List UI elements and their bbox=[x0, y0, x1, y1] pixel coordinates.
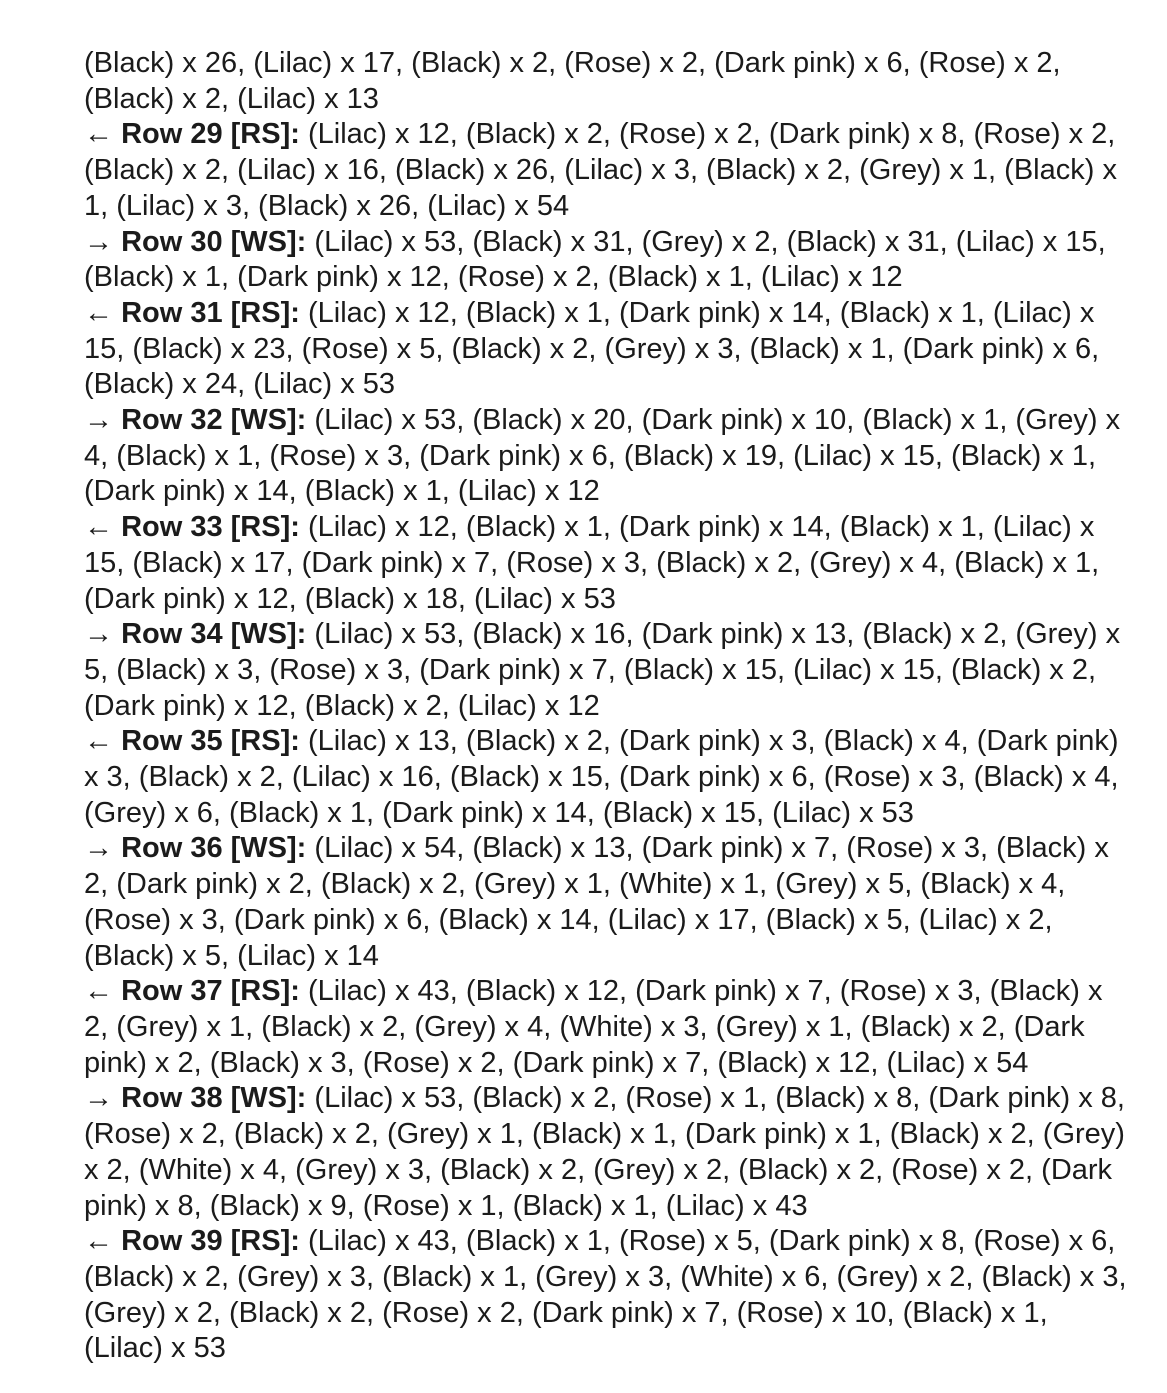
pattern-line bbox=[84, 760, 1144, 796]
pattern-line bbox=[84, 582, 1144, 618]
row-color-sequence: x 3, (Black) x 2, (Lilac) x 16, (Black) x 15, (Dark pink) x 6, (Rose) x 3, (Black) x 4, bbox=[84, 761, 1119, 794]
row-label: Row 29 [RS]: bbox=[121, 118, 300, 151]
right-arrow-icon: → bbox=[84, 404, 113, 437]
pattern-line bbox=[84, 939, 1144, 975]
pattern-line bbox=[84, 796, 1144, 832]
pattern-line bbox=[84, 1081, 1144, 1117]
pattern-line bbox=[84, 225, 1144, 261]
pattern-line bbox=[84, 1153, 1144, 1189]
pattern-line bbox=[84, 1296, 1144, 1332]
row-color-sequence: (Rose) x 2, (Black) x 2, (Grey) x 1, (Black) x 1, (Dark pink) x 1, (Black) x 2, (Grey) bbox=[84, 1118, 1125, 1151]
pattern-line bbox=[84, 403, 1144, 439]
pattern-line bbox=[84, 617, 1144, 653]
row-color-sequence: (Black) x 1, (Dark pink) x 12, (Rose) x 2, (Black) x 1, (Lilac) x 12 bbox=[84, 261, 903, 294]
row-label: Row 36 [WS]: bbox=[121, 832, 307, 865]
pattern-line bbox=[84, 1010, 1144, 1046]
row-color-sequence: (Black) x 5, (Lilac) x 14 bbox=[84, 939, 379, 972]
row-label: Row 34 [WS]: bbox=[121, 618, 307, 651]
row-color-sequence: 2, (Dark pink) x 2, (Black) x 2, (Grey) x 1, (White) x 1, (Grey) x 5, (Black) x 4, bbox=[84, 868, 1066, 901]
row-color-sequence: (Black) x 24, (Lilac) x 53 bbox=[84, 368, 396, 401]
pattern-line bbox=[84, 296, 1144, 332]
row-color-sequence: (Black) x 2, (Lilac) x 13 bbox=[84, 82, 379, 115]
pattern-line bbox=[84, 724, 1144, 760]
row-label: Row 32 [WS]: bbox=[121, 404, 307, 437]
pattern-line bbox=[84, 689, 1144, 725]
pattern-line bbox=[84, 867, 1144, 903]
row-color-sequence: (Grey) x 2, (Black) x 2, (Rose) x 2, (Dark pink) x 7, (Rose) x 10, (Black) x 1, bbox=[84, 1296, 1048, 1329]
row-color-sequence: (Lilac) x 12, (Black) x 2, (Rose) x 2, (Dark pink) x 8, (Rose) x 2, bbox=[307, 118, 1116, 151]
row-color-sequence: 15, (Black) x 23, (Rose) x 5, (Black) x 2, (Grey) x 3, (Black) x 1, (Dark pink) x 6, bbox=[84, 332, 1100, 365]
row-color-sequence: (Lilac) x 54, (Black) x 13, (Dark pink) x 7, (Rose) x 3, (Black) x bbox=[314, 832, 1109, 865]
pattern-line bbox=[84, 189, 1144, 225]
row-color-sequence: (Lilac) x 53, (Black) x 2, (Rose) x 1, (Black) x 8, (Dark pink) x 8, bbox=[314, 1082, 1125, 1115]
row-label: Row 30 [WS]: bbox=[121, 225, 307, 258]
pattern-line bbox=[84, 153, 1144, 189]
row-color-sequence: (Rose) x 3, (Dark pink) x 6, (Black) x 14, (Lilac) x 17, (Black) x 5, (Lilac) x 2, bbox=[84, 903, 1053, 936]
pattern-line bbox=[84, 1224, 1144, 1260]
pattern-line bbox=[84, 1189, 1144, 1225]
row-label: Row 33 [RS]: bbox=[121, 511, 300, 544]
row-color-sequence: 4, (Black) x 1, (Rose) x 3, (Dark pink) x 6, (Black) x 19, (Lilac) x 15, (Black) x 1, bbox=[84, 439, 1097, 472]
right-arrow-icon: → bbox=[84, 618, 113, 651]
row-color-sequence: 2, (Grey) x 1, (Black) x 2, (Grey) x 4, (White) x 3, (Grey) x 1, (Black) x 2, (Dark bbox=[84, 1010, 1085, 1043]
pattern-line bbox=[84, 82, 1144, 118]
pattern-line bbox=[84, 117, 1144, 153]
pattern-line bbox=[84, 903, 1144, 939]
row-label: Row 37 [RS]: bbox=[121, 975, 300, 1008]
pattern-line bbox=[84, 474, 1144, 510]
row-label: Row 35 [RS]: bbox=[121, 725, 300, 758]
right-arrow-icon: → bbox=[84, 225, 113, 258]
pattern-line bbox=[84, 1117, 1144, 1153]
pattern-line bbox=[84, 831, 1144, 867]
row-color-sequence: (Lilac) x 12, (Black) x 1, (Dark pink) x 14, (Black) x 1, (Lilac) x bbox=[307, 511, 1095, 544]
row-color-sequence: pink) x 2, (Black) x 3, (Rose) x 2, (Dark pink) x 7, (Black) x 12, (Lilac) x 54 bbox=[84, 1046, 1029, 1079]
pattern-line bbox=[84, 260, 1144, 296]
pattern-line bbox=[84, 367, 1144, 403]
pattern-line bbox=[84, 1331, 1144, 1367]
right-arrow-icon: → bbox=[84, 832, 113, 865]
row-color-sequence: (Lilac) x 53 bbox=[84, 1332, 226, 1365]
left-arrow-icon: ← bbox=[84, 118, 113, 151]
row-color-sequence: pink) x 8, (Black) x 9, (Rose) x 1, (Black) x 1, (Lilac) x 43 bbox=[84, 1189, 808, 1222]
pattern-line bbox=[84, 653, 1144, 689]
pattern-line bbox=[84, 332, 1144, 368]
row-color-sequence: (Dark pink) x 12, (Black) x 2, (Lilac) x 12 bbox=[84, 689, 600, 722]
row-color-sequence: 5, (Black) x 3, (Rose) x 3, (Dark pink) x 7, (Black) x 15, (Lilac) x 15, (Black) x 2, bbox=[84, 653, 1097, 686]
row-color-sequence: (Lilac) x 43, (Black) x 1, (Rose) x 5, (Dark pink) x 8, (Rose) x 6, bbox=[307, 1225, 1116, 1258]
row-color-sequence: (Grey) x 6, (Black) x 1, (Dark pink) x 14, (Black) x 15, (Lilac) x 53 bbox=[84, 796, 914, 829]
left-arrow-icon: ← bbox=[84, 975, 113, 1008]
left-arrow-icon: ← bbox=[84, 725, 113, 758]
pattern-line bbox=[84, 439, 1144, 475]
row-color-sequence: (Black) x 26, (Lilac) x 17, (Black) x 2, (Rose) x 2, (Dark pink) x 6, (Rose) x 2, bbox=[84, 47, 1061, 79]
right-arrow-icon: → bbox=[84, 1082, 113, 1115]
row-color-sequence: (Lilac) x 53, (Black) x 20, (Dark pink) x 10, (Black) x 1, (Grey) x bbox=[314, 404, 1121, 437]
pattern-line bbox=[84, 546, 1144, 582]
row-label: Row 31 [RS]: bbox=[121, 296, 300, 329]
row-color-sequence: x 2, (White) x 4, (Grey) x 3, (Black) x 2, (Grey) x 2, (Black) x 2, (Rose) x 2, (Dark bbox=[84, 1153, 1113, 1186]
row-color-sequence: (Dark pink) x 12, (Black) x 18, (Lilac) x 53 bbox=[84, 582, 616, 615]
row-label: Row 38 [WS]: bbox=[121, 1082, 307, 1115]
row-label: Row 39 [RS]: bbox=[121, 1225, 300, 1258]
row-color-sequence: (Dark pink) x 14, (Black) x 1, (Lilac) x 12 bbox=[84, 475, 600, 508]
row-color-sequence: (Black) x 2, (Grey) x 3, (Black) x 1, (Grey) x 3, (White) x 6, (Grey) x 2, (Black) x 3, bbox=[84, 1260, 1127, 1293]
row-color-sequence: (Lilac) x 13, (Black) x 2, (Dark pink) x 3, (Black) x 4, (Dark pink) bbox=[307, 725, 1119, 758]
pattern-line bbox=[84, 1046, 1144, 1082]
pattern-line bbox=[84, 510, 1144, 546]
row-color-sequence: (Black) x 2, (Lilac) x 16, (Black) x 26, (Lilac) x 3, (Black) x 2, (Grey) x 1, (Black) x bbox=[84, 154, 1117, 187]
row-color-sequence: 1, (Lilac) x 3, (Black) x 26, (Lilac) x 54 bbox=[84, 189, 570, 222]
row-color-sequence: 15, (Black) x 17, (Dark pink) x 7, (Rose) x 3, (Black) x 2, (Grey) x 4, (Black) x 1, bbox=[84, 546, 1100, 579]
row-color-sequence: (Lilac) x 53, (Black) x 16, (Dark pink) x 13, (Black) x 2, (Grey) x bbox=[314, 618, 1121, 651]
left-arrow-icon: ← bbox=[84, 1225, 113, 1258]
row-color-sequence: (Lilac) x 12, (Black) x 1, (Dark pink) x 14, (Black) x 1, (Lilac) x bbox=[307, 296, 1095, 329]
pattern-line bbox=[84, 1260, 1144, 1296]
row-color-sequence: (Lilac) x 53, (Black) x 31, (Grey) x 2, (Black) x 31, (Lilac) x 15, bbox=[314, 225, 1106, 258]
left-arrow-icon: ← bbox=[84, 511, 113, 544]
pattern-line bbox=[84, 974, 1144, 1010]
pattern-text bbox=[84, 46, 1144, 1367]
row-color-sequence: (Lilac) x 43, (Black) x 12, (Dark pink) x 7, (Rose) x 3, (Black) x bbox=[307, 975, 1103, 1008]
left-arrow-icon: ← bbox=[84, 296, 113, 329]
pattern-line bbox=[84, 46, 1144, 82]
